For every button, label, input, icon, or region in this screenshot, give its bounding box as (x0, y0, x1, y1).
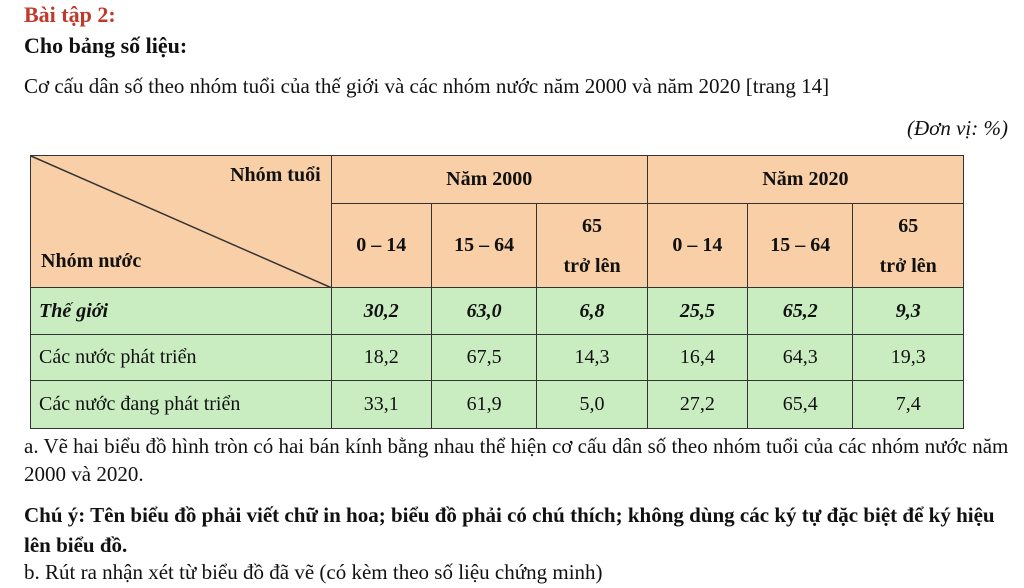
year-2000-header: Năm 2000 (331, 156, 647, 204)
age-header-0-14: 0 – 14 (647, 204, 747, 288)
population-table (30, 155, 964, 429)
age-header-15-64: 15 – 64 (431, 204, 536, 288)
question-a: a. Vẽ hai biểu đồ hình tròn có hai bán kính bằng nhau thể hiện cơ cấu dân số theo nhóm tuổi của các nhóm nước năm 2000 và 2020. (24, 434, 1009, 486)
table-cell: 9,3 (853, 288, 964, 334)
table-cell: 67,5 (431, 334, 536, 380)
question-b: b. Rút ra nhận xét từ biểu đồ đã vẽ (có kèm theo số liệu chứng minh) (24, 560, 603, 584)
exercise-subtitle: Cho bảng số liệu: (24, 33, 188, 58)
table-cell: 18,2 (331, 334, 431, 380)
table-description: Cơ cấu dân số theo nhóm tuổi của thế giới và các nhóm nước năm 2000 và năm 2020 [trang 14] (24, 74, 830, 98)
table-row (31, 288, 964, 334)
table-cell: 16,4 (647, 334, 747, 380)
note-text: Chú ý: Tên biểu đồ phải viết chữ in hoa; biểu đồ phải có chú thích; không dùng các ký tự đặc biệt để ký hiệu lên biểu đồ. (24, 503, 995, 557)
age-group-header: Nhóm tuổi (230, 164, 321, 186)
corner-header-cell (31, 156, 332, 288)
unit-label: (Đơn vị: %) (906, 116, 1008, 140)
exercise-title: Bài tập 2: (24, 2, 116, 27)
year-2020-header: Năm 2020 (647, 156, 963, 204)
country-group-header: Nhóm nước (41, 250, 142, 273)
table-cell: 7,4 (853, 380, 964, 428)
table-cell: 61,9 (431, 380, 536, 428)
table-cell: 65,2 (748, 288, 853, 334)
table-cell: 27,2 (647, 380, 747, 428)
age-header-65-plus: 65 trở lên (853, 204, 964, 288)
age-header-65-plus: 65 trở lên (537, 204, 648, 288)
table-cell: 33,1 (331, 380, 431, 428)
table-row (31, 334, 964, 380)
table-cell: 5,0 (537, 380, 648, 428)
age-header-0-14: 0 – 14 (331, 204, 431, 288)
table-cell: 6,8 (537, 288, 648, 334)
row-label: Các nước đang phát triển (31, 380, 332, 428)
table-row (31, 380, 964, 428)
table-cell: 64,3 (748, 334, 853, 380)
table-cell: 19,3 (853, 334, 964, 380)
row-label: Các nước phát triển (31, 334, 332, 380)
row-label: Thế giới (31, 288, 332, 334)
table-cell: 65,4 (748, 380, 853, 428)
table-cell: 14,3 (537, 334, 648, 380)
age-header-15-64: 15 – 64 (748, 204, 853, 288)
table-cell: 63,0 (431, 288, 536, 334)
table-cell: 25,5 (647, 288, 747, 334)
table-cell: 30,2 (331, 288, 431, 334)
